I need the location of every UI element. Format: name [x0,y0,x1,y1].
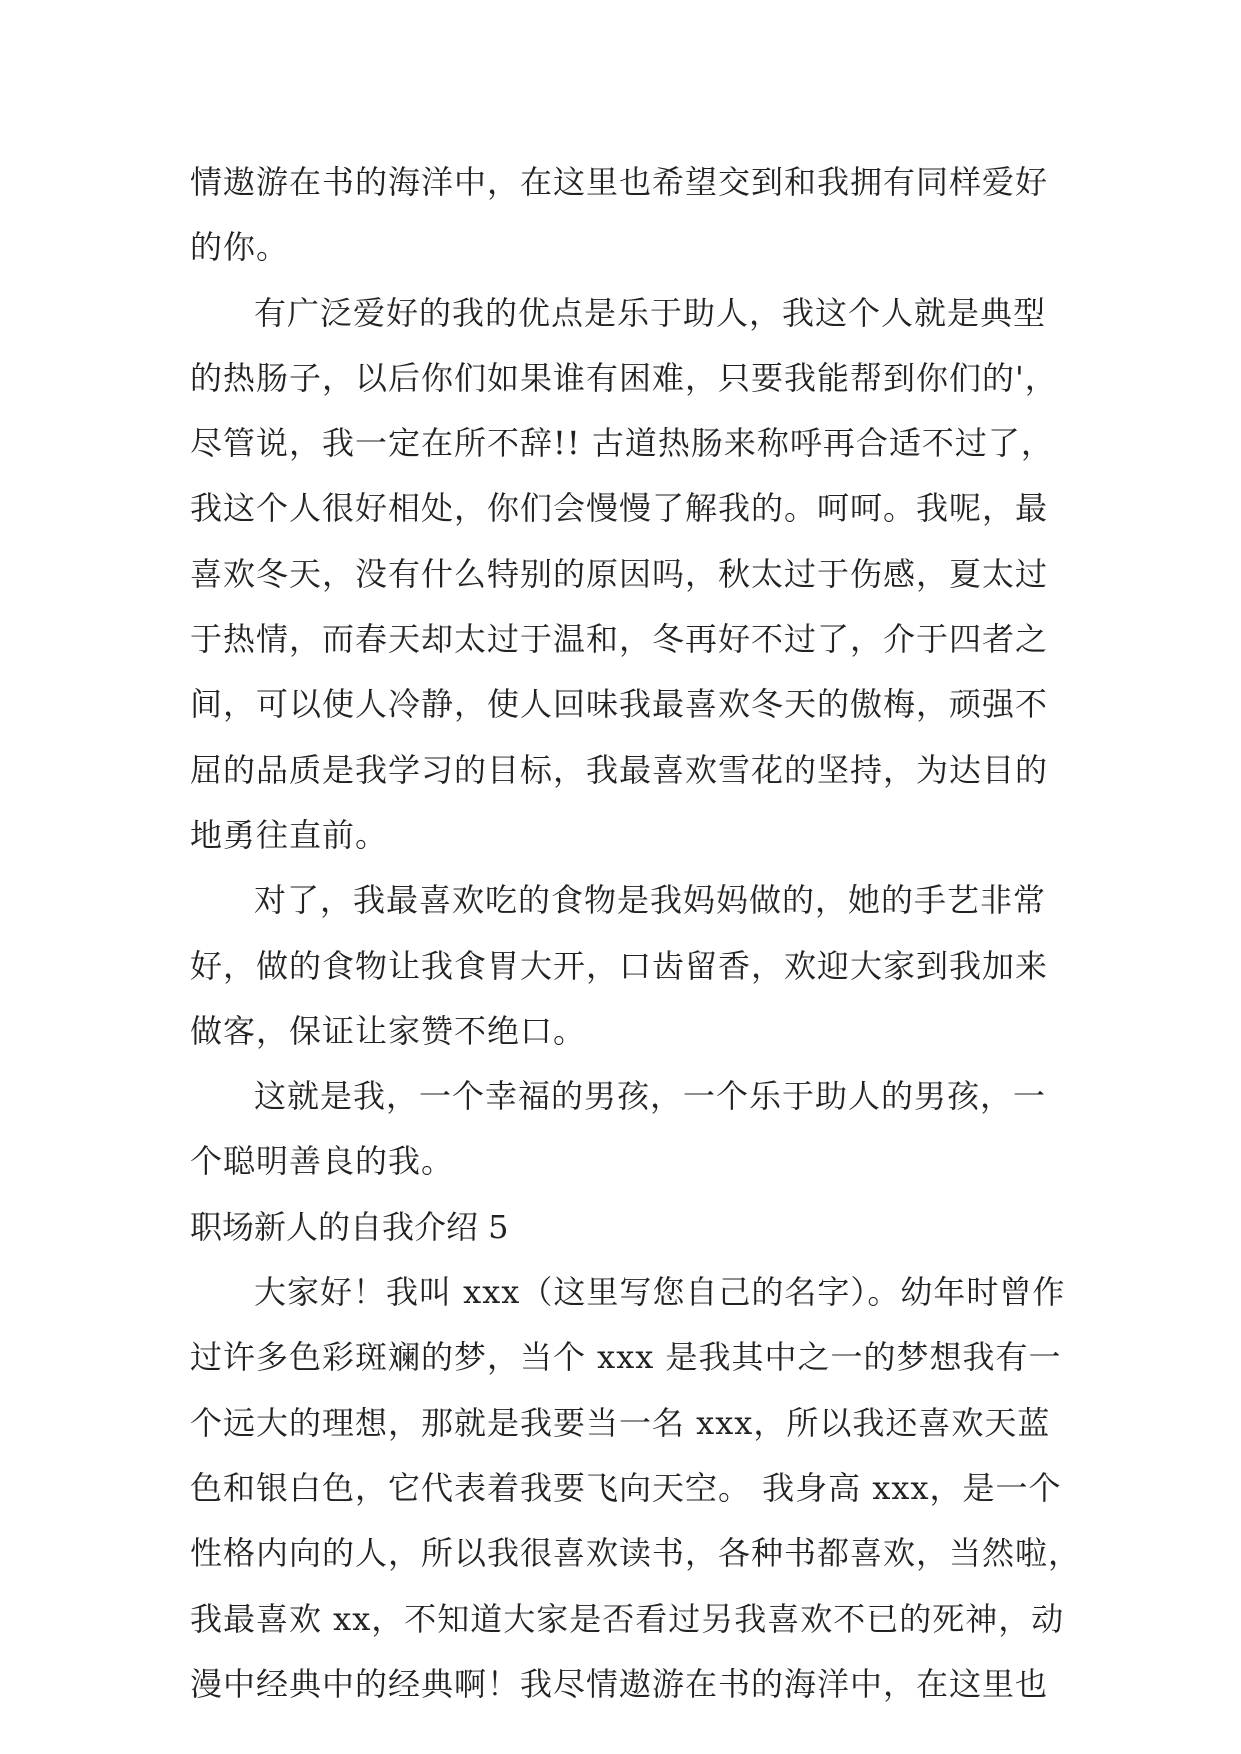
text-line: 漫中经典中的经典啊！我尽情遨游在书的海洋中，在这里也 [190,1664,1049,1703]
section-heading: 职场新人的自我介绍 5 [190,1207,509,1246]
text-line: 个聪明善良的我。 [190,1142,455,1181]
text-line: 做客，保证让家赞不绝口。 [190,1011,587,1050]
document-body [190,150,1082,1717]
paragraph-start-line: 这就是我，一个幸福的男孩，一个乐于助人的男孩，一 [254,1077,1047,1116]
text-line: 尽管说，我一定在所不辞!! 古道热肠来称呼再合适不过了， [190,424,1054,463]
text-line: 我这个人很好相处，你们会慢慢了解我的。呵呵。我呢，最 [190,489,1049,528]
paragraph-start-line: 大家好！我叫 xxx（这里写您自己的名字）。幼年时曾作 [254,1273,1066,1312]
text-line: 间，可以使人冷静，使人回味我最喜欢冬天的傲梅，顽强不 [190,685,1049,724]
text-line: 地勇往直前。 [190,815,389,854]
text-line: 的热肠子，以后你们如果谁有困难，只要我能帮到你们的'， [190,358,1058,397]
text-line: 喜欢冬天，没有什么特别的原因吗，秋太过于伤感，夏太过 [190,554,1049,593]
text-line: 于热情，而春天却太过于温和，冬再好不过了，介于四者之 [190,620,1049,659]
text-line: 屈的品质是我学习的目标，我最喜欢雪花的坚持，为达目的 [190,750,1049,789]
text-line: 色和银白色，它代表着我要飞向天空。 我身高 xxx，是一个 [190,1468,1062,1507]
text-line: 情遨游在书的海洋中，在这里也希望交到和我拥有同样爱好 [190,163,1049,201]
text-line: 过许多色彩斑斓的梦，当个 xxx 是我其中之一的梦想我有一 [190,1338,1062,1377]
text-line: 性格内向的人，所以我很喜欢读书，各种书都喜欢，当然啦， [190,1534,1082,1573]
text-line: 个远大的理想，那就是我要当一名 xxx，所以我还喜欢天蓝 [190,1403,1051,1442]
text-line: 的你。 [190,228,290,267]
text-line: 我最喜欢 xx，不知道大家是否看过另我喜欢不已的死神，动 [190,1599,1065,1638]
paragraph-start-line: 有广泛爱好的我的优点是乐于助人，我这个人就是典型 [254,293,1047,332]
text-line: 好，做的食物让我食胃大开，口齿留香，欢迎大家到我加来 [190,946,1049,985]
paragraph-start-line: 对了，我最喜欢吃的食物是我妈妈做的，她的手艺非常 [254,881,1047,920]
